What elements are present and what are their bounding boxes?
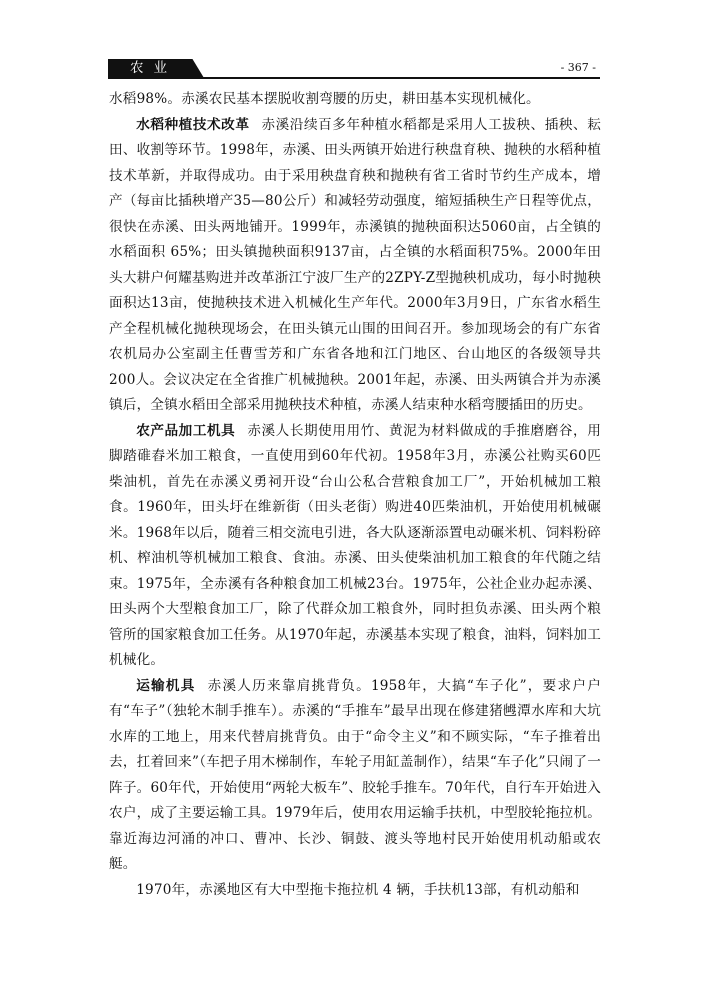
section-title: 农产品加工机具 — [136, 422, 236, 439]
paragraph-continuation — [109, 87, 601, 113]
chapter-title: 农业 — [130, 60, 177, 76]
page-number: - 367 - — [560, 61, 596, 74]
section-title: 水稻种植技术改革 — [136, 116, 250, 133]
paragraph-text: 赤溪沿续百多年种植水稻都是采用人工拔秧、插秧、耘田、收割等环节。1998年，赤溪、田头两镇开始进行秧盘育秧、抛秧的水稻种植技术革新，并取得成功。由于采用秧盘育秧和抛秧有省工省时节约生产成本，增产（每亩比插秧增产35—80公斤）和减轻劳动强度，缩短插秧生产日程等优点，很快在赤溪、田头两地铺开。1999年，赤溪镇的抛秧面积达5060亩，占全镇的水稻面积 65%；田头镇抛秧面积9137亩，占全镇的水稻面积75%。2000年田头大耕户何耀基购进并改革浙江宁波厂生产的2ZPY-Z型抛秧机成功，每小时抛秧面积达13亩，使抛秧技术进入机械化生产年代。2000年3月9日，广东省水稻生产全程机械化抛秧现场会，在田头镇元山围的田间召开。参加现场会的有广东省农机局办公室副主任曹雪芳和广东省各地和江门地区、台山地区的各级领导共200人。会议决定在全省推广机械抛秧。2001年起，赤溪、田头两镇合并为赤溪镇后，全镇水稻田全部采用抛秧技术种植，赤溪人结束种水稻弯腰插田的历史。 — [109, 116, 601, 413]
paragraph-rice-planting — [109, 113, 601, 419]
paragraph-text: 赤溪人长期使用用竹、黄泥为材料做成的手推磨磨谷，用脚踏碓舂米加工粮食，一直使用到60年代初。1958年3月，赤溪公社购买60匹柴油机，首先在赤溪义勇祠开设“台山公私合营粮食加工厂”，开始机械加工粮食。1960年，田头圩在维新街（田头老街）购进40匹柴油机，开始使用机械碾米。1968年以后，随着三相交流电引进，各大队逐渐添置电动碾米机、饲料粉碎机、榨油机等机械加工粮食、食油。赤溪、田头使柴油机加工粮食的年代随之结束。1975年，全赤溪有各种粮食加工机械23台。1975年，公社企业办起赤溪、田头两个大型粮食加工厂，除了代群众加工粮食外，同时担负赤溪、田头两个粮管所的国家粮食加工任务。从1970年起，赤溪基本实现了粮食，油料，饲料加工机械化。 — [109, 422, 602, 668]
header-rule — [108, 77, 600, 79]
paragraph-text: 赤溪人历来靠肩挑背负。1958年，大搞“车子化”，要求户户有“车子”（独轮木制手推车）。赤溪的“手推车”最早出现在修建猪乸潭水库和大坑水库的工地上，用来代替肩挑背负。由于“命令主义”和不顾实际，“车子推着出去，扛着回来”（车把子用木梯制作，车轮子用缸盖制作），结果“车子化”只闹了一阵子。60年代，开始使用“两轮大板车”、胶轮手推车。70年代，自行车开始进入农户，成了主要运输工具。1979年后，使用农用运输手扶机，中型胶轮拖拉机。靠近海边河涌的冲口、曹冲、长沙、铜鼓、渡头等地村民开始使用机动船或农艇。 — [109, 677, 601, 872]
paragraph-text: 1970年，赤溪地区有大中型拖卡拖拉机 4 辆，手扶机13部，有机动船和 — [136, 881, 580, 898]
section-title: 运输机具 — [136, 677, 196, 694]
paragraph-1970-stats — [109, 878, 601, 904]
paragraph-transport-machinery — [109, 674, 601, 878]
page-header — [108, 59, 600, 79]
paragraph-processing-machinery — [109, 419, 601, 674]
paragraph-text: 水稻98%。赤溪农民基本摆脱收割弯腰的历史，耕田基本实现机械化。 — [109, 91, 540, 107]
page-body — [109, 87, 601, 903]
